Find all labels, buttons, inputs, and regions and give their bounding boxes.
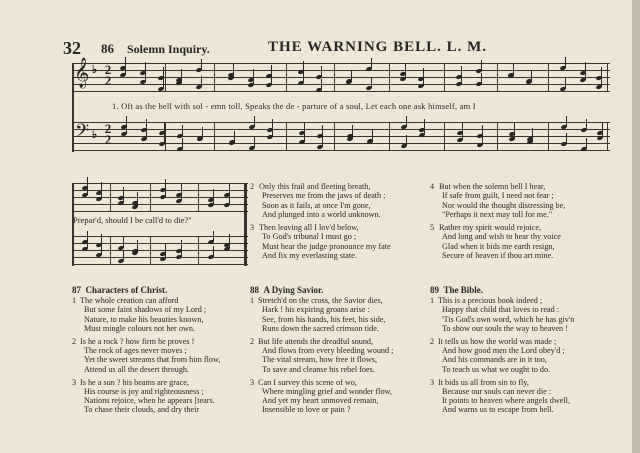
note-stem	[272, 126, 273, 137]
barline	[214, 63, 215, 92]
hymn-heading: 88 A Dying Savior.	[250, 285, 324, 295]
verse-4: 4 But when the solemn bell I hear, If safe from guilt, I need not fear ; Nor would the thought distressing be, "Perhaps it next may toll for me."	[430, 182, 566, 219]
hymn-88: 88 A Dying Savior. 1 Stretch'd on the cross, the Savior dies, Hark ! his expiring groans arise : See, from his hands, his feet, his side, Runs down the sacred crimson tide. 2 But life attends the dreadful sound, And flows from every bleeding wound ; The vital stream, how free it flows, To save and cleanse his rebel foes. 3 Can I survey this scene of wo, Where mingling grief and wonder flow, And yet my heart unmoved remain, Insensible to love or pain ?	[250, 286, 430, 415]
note-stem	[181, 240, 182, 251]
note-stem	[352, 125, 353, 136]
time-signature: 2 2	[104, 121, 112, 147]
hymn-heading: 89 The Bible.	[430, 285, 484, 295]
note-stem	[253, 74, 254, 85]
key-signature-flat-icon: ♭	[92, 64, 98, 76]
note-stem	[303, 72, 304, 83]
note-stem	[87, 184, 88, 195]
barline	[150, 183, 151, 212]
note-stem	[304, 131, 305, 142]
tune-number: 86	[101, 41, 114, 56]
barline	[165, 122, 166, 151]
barline	[165, 63, 166, 92]
note-stem	[586, 119, 587, 130]
barline	[198, 236, 199, 265]
note-stem	[229, 184, 230, 195]
note-stem	[566, 133, 567, 144]
barline	[548, 122, 549, 151]
note-stem	[424, 124, 425, 135]
note-stem	[123, 192, 124, 203]
hymn-89: 89 The Bible. 1 This is a precious book indeed ; Happy that child that loves to read : 'Tis God's own word, which he has giv'n To show our souls the way to heaven ! 2 It tells us how the world was made ; And how good men the Lord obey'd ; And his commands are in it too, To teach us what we ought to do. 3 It bids us all from sin to fly, Because our souls can never die : It points to heaven where angels dwell, And warns us to escape from hell.	[430, 286, 620, 415]
page-header	[0, 38, 632, 58]
note-stem	[461, 66, 462, 77]
barline	[497, 63, 498, 92]
note-stem	[137, 242, 138, 253]
note-stem	[137, 196, 138, 207]
note-stem	[321, 66, 322, 77]
note-stem	[182, 125, 183, 136]
note-stem	[601, 76, 602, 87]
note-stem	[372, 130, 373, 141]
note-stem	[145, 71, 146, 82]
note-stem	[163, 78, 164, 89]
note-stem	[202, 127, 203, 138]
note-stem	[423, 75, 424, 86]
note-stem	[254, 137, 255, 148]
lyric-line-1: 1. Oft as the bell with sol - emn toll, Speaks the de - parture of a soul, Let each one ask himself, am I	[112, 101, 476, 111]
system-brace	[72, 63, 74, 152]
note-stem	[181, 69, 182, 80]
note-stem	[213, 194, 214, 205]
note-stem	[213, 246, 214, 257]
verse-5: 5 Rather my spirit would rejoice, And long and wish to hear thy voice Glad when it bids me earth resign, Secure of heaven if thou art mine.	[430, 223, 561, 261]
barline	[548, 63, 549, 92]
hymn-87: 87 Characters of Christ. 1 The whole creation can afford But some faint shadows of my Lord ; Nature, to make his beauties known, Must mingle colours not her own. 2 Is he a rock ? how firm he proves ! The rock of ages never moves ; Yet the sweet streams that from him flow, Attend us all the desert through. 3 Is he a sun ? his beams are grace, His course is joy and righteousness ; Nations rejoice, when he appears [tears. To chase their clouds, and dry their	[72, 286, 252, 415]
note-stem	[182, 138, 183, 149]
note-stem	[565, 78, 566, 89]
note-stem	[101, 188, 102, 199]
note-stem	[164, 122, 165, 133]
note-stem	[201, 59, 202, 70]
note-stem	[87, 238, 88, 249]
note-stem	[321, 79, 322, 90]
note-stem	[371, 58, 372, 69]
note-stem	[322, 125, 323, 136]
note-stem	[482, 134, 483, 145]
lyric-line-2: Prepar'd, should I be call'd to die?"	[73, 215, 192, 225]
barline	[334, 122, 335, 151]
note-stem	[585, 69, 586, 80]
page-number: 32	[63, 38, 81, 58]
note-stem	[181, 190, 182, 201]
barline	[214, 122, 215, 151]
note-stem	[532, 128, 533, 139]
barline	[444, 63, 445, 92]
barline	[198, 183, 199, 212]
note-stem	[462, 129, 463, 140]
barline	[286, 63, 287, 92]
book-binding	[632, 0, 640, 453]
note-stem	[101, 244, 102, 255]
note-stem	[213, 231, 214, 242]
note-stem	[254, 116, 255, 127]
barline	[444, 122, 445, 151]
note-stem	[322, 136, 323, 147]
barline	[389, 122, 390, 151]
bass-clef-icon: 𝄢	[75, 120, 90, 145]
note-stem	[163, 67, 164, 78]
note-stem	[126, 123, 127, 134]
barline	[334, 63, 335, 92]
note-stem	[514, 123, 515, 134]
note-stem	[229, 238, 230, 249]
note-stem	[602, 127, 603, 138]
note-stem	[123, 237, 124, 248]
barline	[286, 122, 287, 151]
barline	[110, 183, 111, 212]
note-stem	[406, 135, 407, 146]
note-stem	[405, 68, 406, 79]
note-stem	[201, 76, 202, 87]
note-stem	[513, 64, 514, 75]
note-stem	[164, 133, 165, 144]
treble-clef-icon: 𝄞	[74, 58, 90, 87]
note-stem	[303, 61, 304, 72]
note-stem	[271, 65, 272, 76]
note-stem	[165, 186, 166, 197]
barline	[607, 63, 608, 92]
note-stem	[406, 116, 407, 127]
note-stem	[123, 250, 124, 261]
note-stem	[234, 132, 235, 143]
barline	[110, 236, 111, 265]
note-stem	[531, 71, 532, 82]
note-stem	[586, 138, 587, 149]
note-stem	[565, 57, 566, 68]
verses-col-right	[430, 182, 565, 260]
barline	[150, 236, 151, 265]
barline	[497, 122, 498, 151]
note-stem	[125, 64, 126, 75]
hymn-heading: 87 Characters of Christ.	[72, 285, 168, 295]
note-stem	[146, 128, 147, 139]
key-signature-flat-icon: ♭	[92, 129, 98, 141]
bass-staff-2	[72, 236, 248, 266]
barline	[389, 63, 390, 92]
page-title: THE WARNING BELL. L. M.	[268, 39, 488, 55]
note-stem	[371, 77, 372, 88]
note-stem	[351, 70, 352, 81]
time-signature: 2 2	[104, 62, 112, 88]
note-stem	[481, 60, 482, 71]
verse-3: 3 Then leaving all I lov'd below, To God's tribunal I must go ; Must hear the judge pronounce my fate And fix my everlasting state.	[250, 223, 391, 261]
note-stem	[566, 116, 567, 127]
final-barline	[244, 183, 247, 266]
tune-name: Solemn Inquiry.	[127, 42, 210, 56]
note-stem	[233, 67, 234, 78]
barline	[607, 122, 608, 151]
verses-col-left	[250, 182, 391, 260]
note-stem	[165, 248, 166, 259]
note-stem	[481, 73, 482, 84]
verse-2: 2 Only this frail and fleeting breath, Preserves me from the jaws of death ; Soon as it fails, at once I'm gone, And plunged into a world unknown.	[250, 182, 386, 219]
